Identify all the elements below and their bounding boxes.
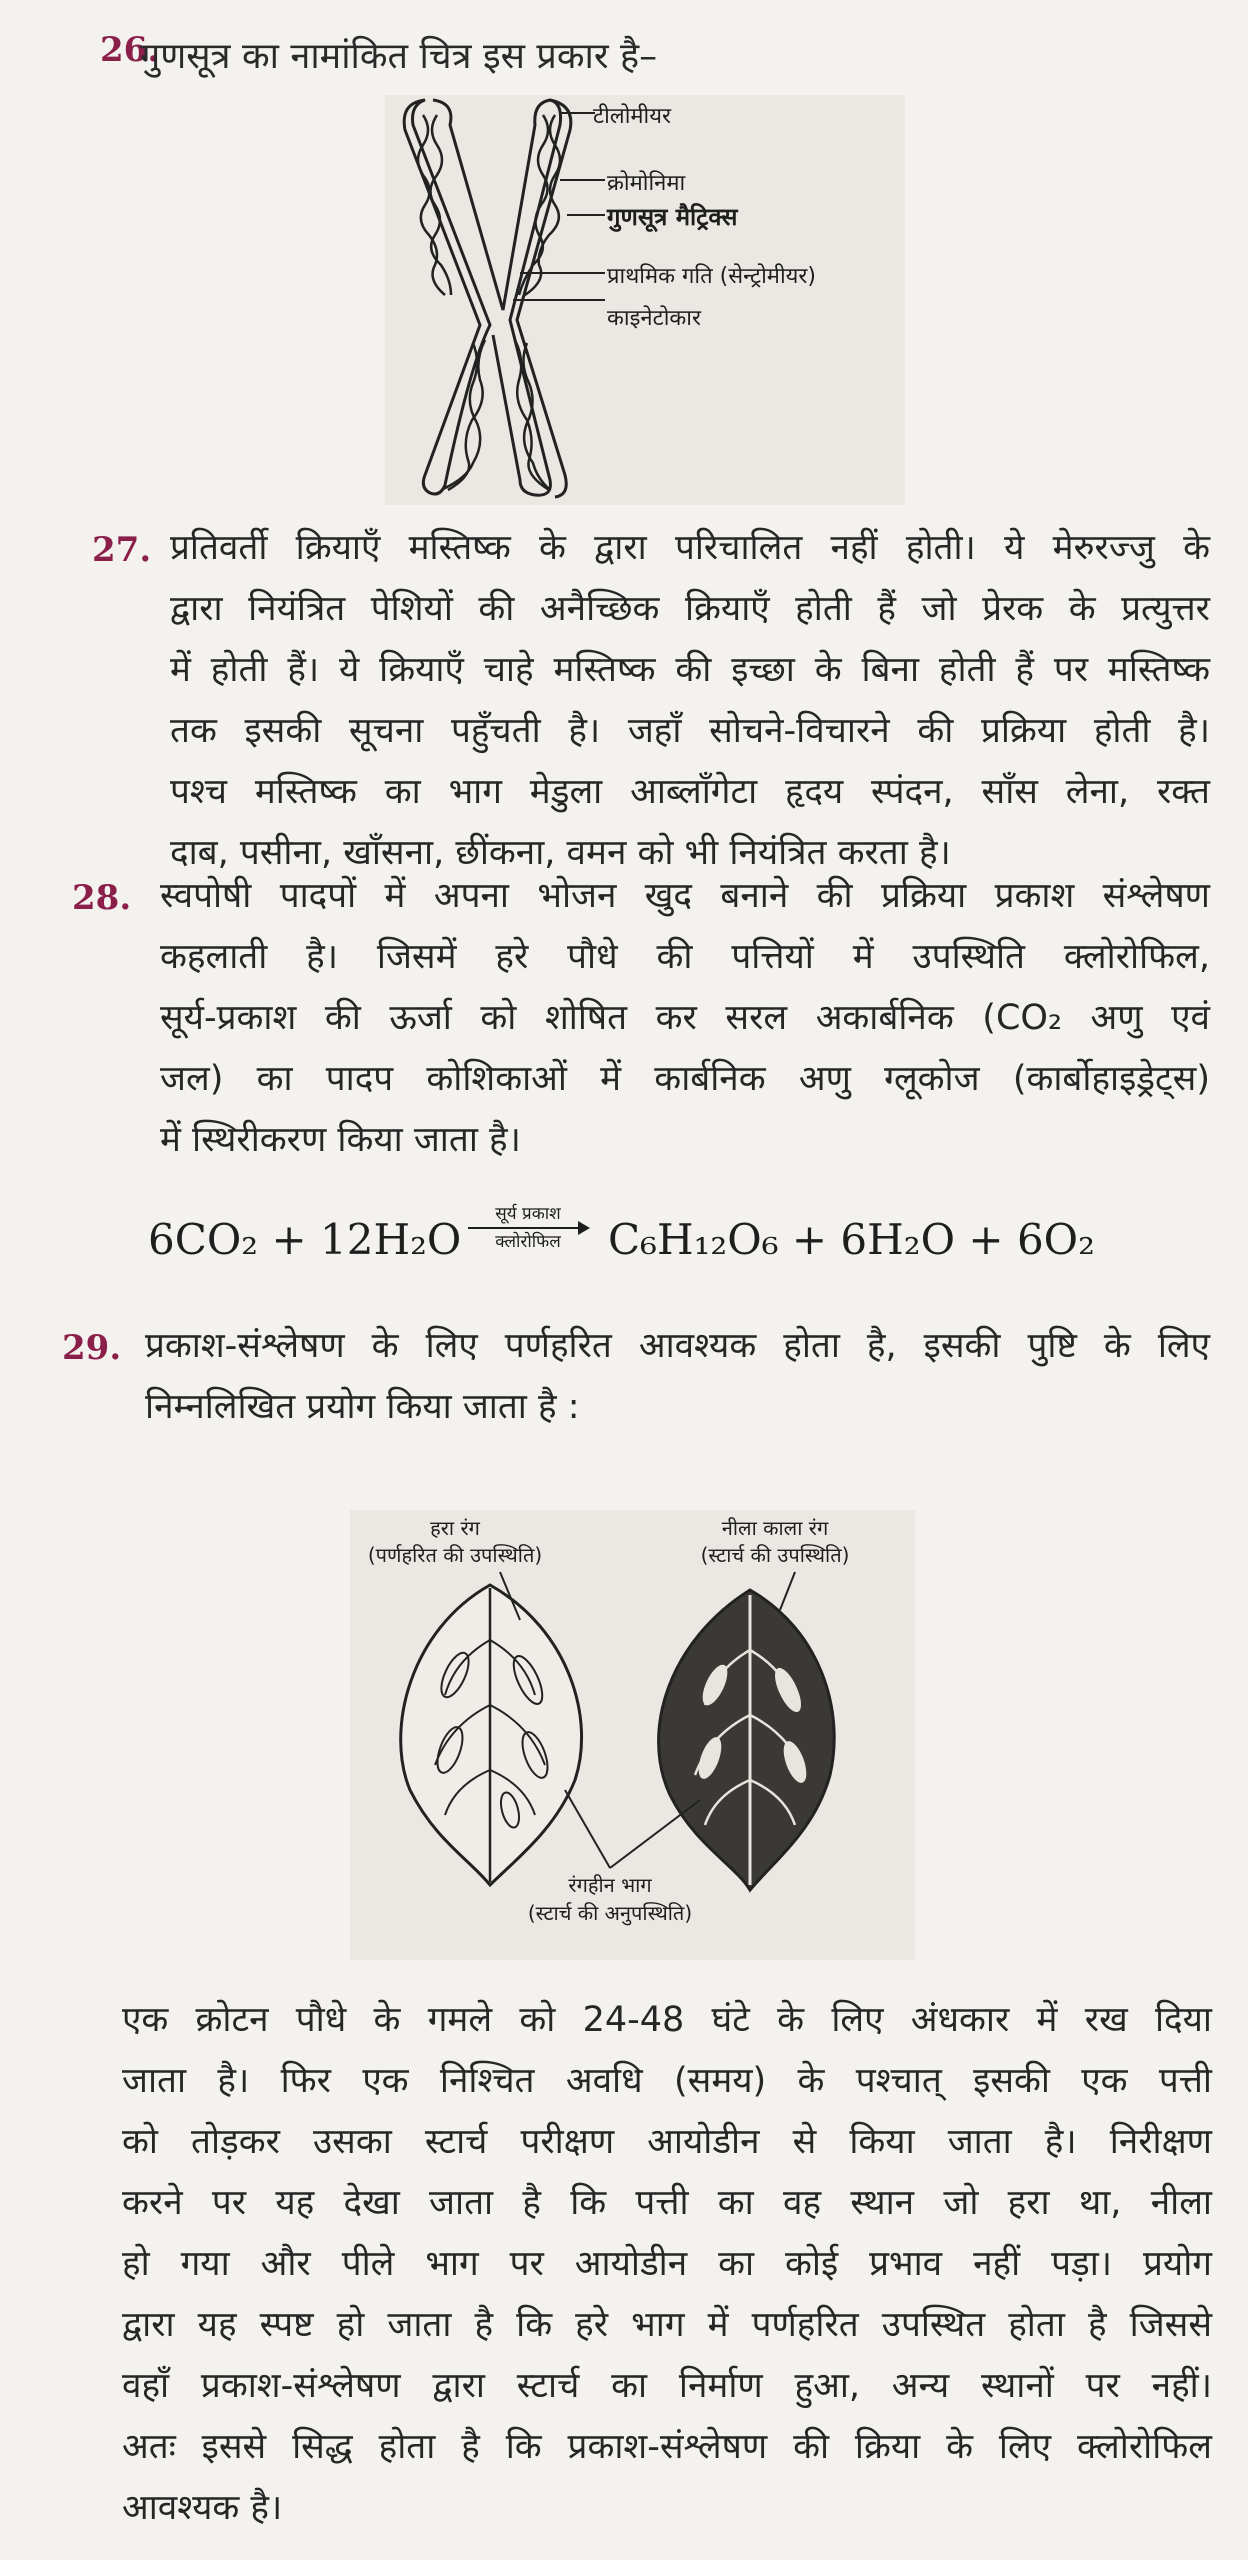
label-telomere: टीलोमीयर xyxy=(593,104,672,129)
q27-line: प्रतिवर्ती क्रियाएँ मस्तिष्क के द्वारा परिचालित नहीं होती। ये मेरुरज्जु के xyxy=(170,528,1210,568)
label-green-color: हरा रंग xyxy=(430,1516,480,1540)
q29-body-line: वहाँ प्रकाश-संश्लेषण द्वारा स्टार्च का निर्माण हुआ, अन्य स्थानों पर नहीं। xyxy=(122,2366,1212,2406)
q29-intro-line: प्रकाश-संश्लेषण के लिए पर्णहरित आवश्यक होता है, इसकी पुष्टि के लिए xyxy=(145,1326,1210,1366)
q29-intro-line: निम्नलिखित प्रयोग किया जाता है : xyxy=(145,1387,580,1427)
chromosome-diagram xyxy=(385,95,905,505)
q29-body-line: आवश्यक है। xyxy=(122,2488,283,2528)
q29-intro xyxy=(145,1316,1210,1438)
leaf-experiment-figure xyxy=(350,1510,915,1960)
q26-title: गुणसूत्र का नामांकित चित्र इस प्रकार है– xyxy=(140,36,658,77)
arrow-condition-chlorophyll: क्लोरोफिल xyxy=(495,1232,561,1252)
label-blue-black: नीला काला रंग xyxy=(721,1516,829,1540)
q27-line: दाब, पसीना, खाँसना, छींकना, वमन को भी नियंत्रित करता है। xyxy=(170,833,951,873)
question-number-27: 27. xyxy=(92,530,152,570)
question-number-29: 29. xyxy=(62,1328,122,1368)
question-number-28: 28. xyxy=(72,878,132,918)
q27-line: तक इसकी सूचना पहुँचती है। जहाँ सोचने-विचारने की प्रक्रिया होती है। xyxy=(170,711,1210,751)
q28-line: कहलाती है। जिसमें हरे पौधे की पत्तियों में उपस्थिति क्लोरोफिल, xyxy=(160,937,1210,977)
equation-products: C₆H₁₂O₆ + 6H₂O + 6O₂ xyxy=(608,1215,1095,1264)
q28-paragraph xyxy=(160,866,1210,1171)
label-starch-present: (स्टार्च की उपस्थिति) xyxy=(700,1543,850,1567)
label-matrix: गुणसूत्र मैट्रिक्स xyxy=(607,203,738,231)
q29-body-line: द्वारा यह स्पष्ट हो जाता है कि हरे भाग में पर्णहरित उपस्थित होता है जिससे xyxy=(122,2305,1212,2345)
q29-body-line: हो गया और पीले भाग पर आयोडीन का कोई प्रभाव नहीं पड़ा। प्रयोग xyxy=(122,2244,1212,2284)
leaf-diagram xyxy=(350,1510,915,1960)
chromosome-figure xyxy=(385,95,905,505)
q28-line: सूर्य-प्रकाश की ऊर्जा को शोषित कर सरल अकार्बनिक (CO₂ अणु एवं xyxy=(160,998,1210,1038)
label-colorless-part: रंगहीन भाग xyxy=(568,1873,652,1897)
q27-paragraph xyxy=(170,518,1210,884)
q27-line: में होती हैं। ये क्रियाएँ चाहे मस्तिष्क की इच्छा के बिना होती हैं पर मस्तिष्क xyxy=(170,650,1210,690)
q27-line: पश्च मस्तिष्क का भाग मेडुला आब्लाँगेटा हृदय स्पंदन, साँस लेना, रक्त xyxy=(170,772,1210,812)
equation-arrow xyxy=(468,1203,588,1253)
equation-reactants: 6CO₂ + 12H₂O xyxy=(148,1215,462,1264)
label-chlorophyll-present: (पर्णहरित की उपस्थिति) xyxy=(367,1543,543,1567)
leaf-before-test xyxy=(401,1572,582,1885)
arrow-icon xyxy=(468,1227,588,1229)
label-centromere: प्राथमिक गति (सेन्ट्रोमीयर) xyxy=(607,264,816,289)
q29-body xyxy=(122,1990,1212,2539)
leaf-after-iodine-test xyxy=(659,1572,835,1890)
q28-line: स्वपोषी पादपों में अपना भोजन खुद बनाने की प्रक्रिया प्रकाश संश्लेषण xyxy=(160,876,1210,916)
q29-body-line: करने पर यह देखा जाता है कि पत्ती का वह स्थान जो हरा था, नीला xyxy=(122,2183,1212,2223)
question-number-26: 26. xyxy=(100,30,160,70)
label-chromonema: क्रोमोनिमा xyxy=(607,171,686,196)
photosynthesis-equation xyxy=(148,1195,1108,1290)
q29-body-line: एक क्रोटन पौधे के गमले को 24-48 घंटे के लिए अंधकार में रख दिया xyxy=(122,2000,1212,2040)
q28-line: जल) का पादप कोशिकाओं में कार्बनिक अणु ग्लूकोज (कार्बोहाइड्रेट्स) xyxy=(160,1059,1210,1099)
q29-body-line: को तोड़कर उसका स्टार्च परीक्षण आयोडीन से किया जाता है। निरीक्षण xyxy=(122,2122,1212,2162)
label-kinetochore: काइनेटोकार xyxy=(607,306,701,331)
q27-line: द्वारा नियंत्रित पेशियों की अनैच्छिक क्रियाएँ होती हैं जो प्रेरक के प्रत्युत्तर xyxy=(170,589,1210,629)
q28-line: में स्थिरीकरण किया जाता है। xyxy=(160,1120,521,1160)
q29-body-line: अतः इससे सिद्ध होता है कि प्रकाश-संश्लेषण की क्रिया के लिए क्लोरोफिल xyxy=(122,2427,1212,2467)
label-starch-absent: (स्टार्च की अनुपस्थिति) xyxy=(527,1901,693,1925)
arrow-condition-sunlight: सूर्य प्रकाश xyxy=(495,1204,561,1224)
q29-body-line: जाता है। फिर एक निश्चित अवधि (समय) के पश्चात् इसकी एक पत्ती xyxy=(122,2061,1212,2101)
